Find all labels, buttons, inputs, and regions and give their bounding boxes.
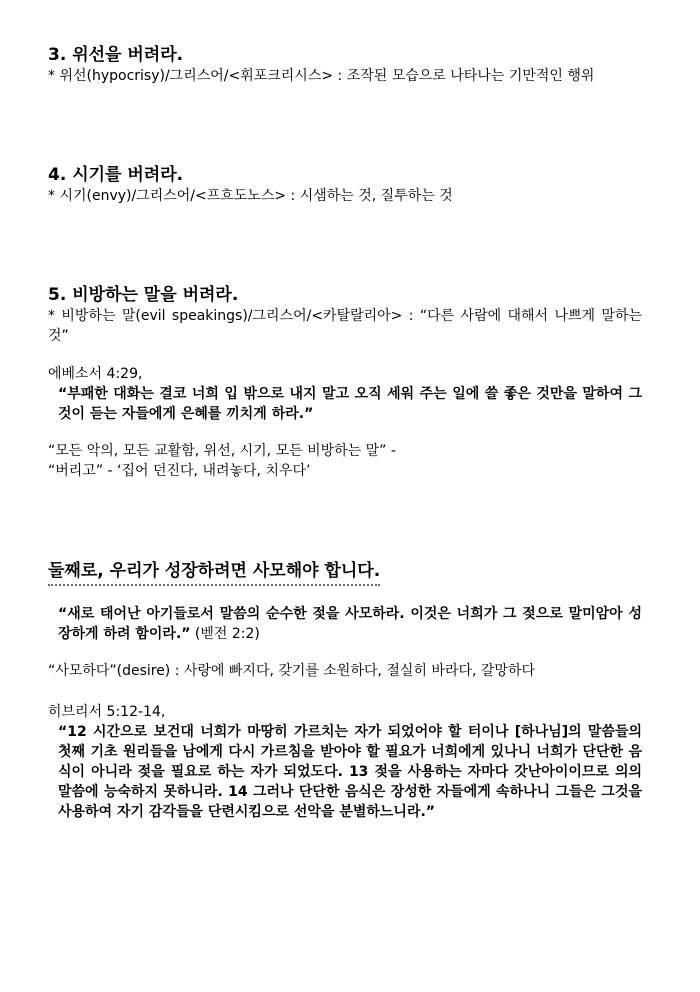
scripture-reference: 히브리서 5:12-14, [48, 704, 166, 720]
scripture-reference: 에베소서 4:29, [48, 366, 143, 382]
notes-block [48, 441, 642, 481]
scripture-quote: “부패한 대화는 결코 너희 입 밖으로 내지 말고 오직 세워 주는 일에 쓸 좋은 것만을 말하여 그것이 듣는 자들에게 은혜를 끼치게 하라.” [58, 386, 642, 422]
section-evil-speaking [48, 284, 642, 346]
definition-text: “사모하다”(desire) : 사랑에 빠지다, 갖기를 소원하다, 절실히 바라다, 갈망하다 [48, 663, 535, 679]
second-point [48, 560, 642, 586]
definition-text: * 위선(hypocrisy)/그리스어/<휘포크리시스> : 조작된 모습으로 나타나는 기만적인 행위 [48, 68, 595, 84]
scripture-reference: (벧전 2:2) [190, 626, 260, 642]
scripture-quote [48, 604, 642, 644]
peter-passage [48, 604, 642, 644]
scripture-quote: “12 시간으로 보건대 너희가 마땅히 가르치는 자가 되었어야 할 터이나 [하나님]의 말씀들의 첫째 기초 원리들을 남에게 다시 가르침을 받아야 할 필요가 너희에게 있나니 너희가 단단한 음식이 아니라 젖을 필요로 하는 자가 되었도다. 13 젖을 사용하는 자마다 갓난아이이므로 의의 말씀에 능숙하지 못하니라. 14 그러나 단단한 음식은 장성한 자들에게 속하나니 그들은 그것을 사용하여 자기 감각들을 단련시킴으로 선악을 분별하느니라.” [58, 724, 642, 820]
definition-text: * 비방하는 말(evil speakings)/그리스어/<카탈랄리아> : “다른 사람에 대해서 나쁘게 말하는 것” [48, 308, 642, 344]
section-heading: 4. 시기를 버려라. [48, 165, 184, 185]
note-line: “모든 악의, 모든 교활함, 위선, 시기, 모든 비방하는 말” - [48, 443, 396, 459]
desire-definition [48, 661, 642, 681]
section-heading: 3. 위선을 버려라. [48, 45, 184, 65]
point-heading: 둘째로, 우리가 성장하려면 사모해야 합니다. [48, 560, 380, 586]
section-heading: 5. 비방하는 말을 버려라. [48, 285, 239, 305]
hebrews-passage [48, 702, 642, 822]
section-envy [48, 164, 642, 206]
ephesians-passage [48, 364, 642, 424]
definition-text: * 시기(envy)/그리스어/<프흐도노스> : 시샘하는 것, 질투하는 것 [48, 188, 453, 204]
note-line: “버리고” - ‘집어 던진다, 내려놓다, 치우다’ [48, 463, 311, 479]
peter-quote: “새로 태어난 아기들로서 말씀의 순수한 젖을 사모하라. 이것은 너희가 그 젖으로 말미암아 성장하게 하려 함이라.” [58, 606, 642, 642]
section-hypocrisy [48, 44, 642, 86]
